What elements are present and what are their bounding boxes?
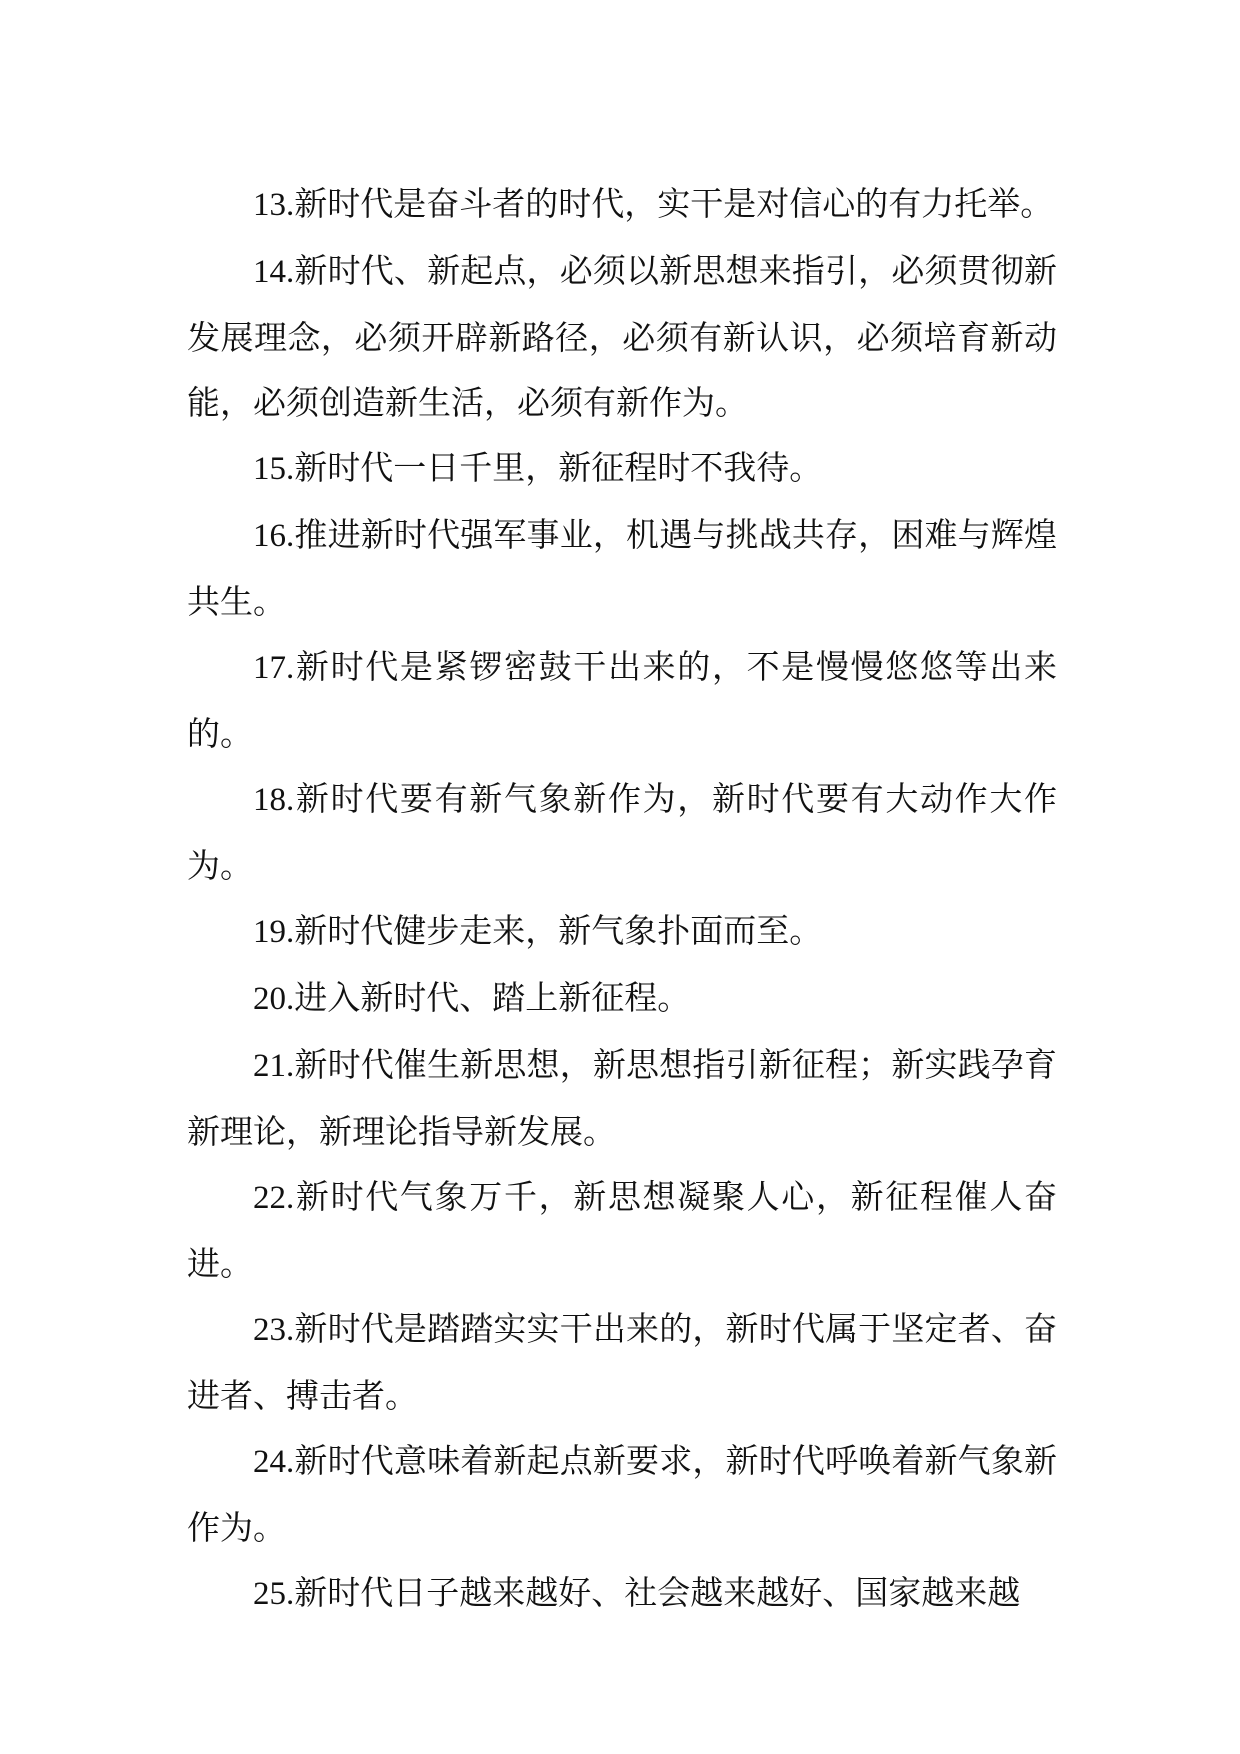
paragraph-text: 新时代催生新思想，新思想指引新征程；新实践孕育新理论，新理论指导新发展。: [187, 1045, 1057, 1151]
paragraph-text: 新时代日子越来越好、社会越来越好、国家越来越: [294, 1573, 1021, 1612]
paragraph-text: 进入新时代、踏上新征程。: [294, 978, 691, 1017]
paragraph-text: 新时代健步走来，新气象扑面而至。: [294, 911, 823, 950]
paragraph-number: 20.: [253, 981, 295, 1017]
paragraph-24: [187, 1428, 1057, 1560]
paragraph-18: [187, 766, 1057, 898]
paragraph-text: 新时代是踏踏实实干出来的，新时代属于坚定者、奋进者、搏击者。: [187, 1309, 1057, 1415]
paragraph-19: [187, 898, 1057, 965]
paragraph-number: 25.: [253, 1576, 295, 1612]
paragraph-text: 推进新时代强军事业，机遇与挑战共存，困难与辉煌共生。: [187, 515, 1057, 621]
paragraph-14: [187, 238, 1057, 435]
paragraph-number: 23.: [253, 1312, 295, 1348]
paragraph-17: [187, 634, 1057, 766]
paragraph-13: [187, 171, 1057, 238]
paragraph-number: 17.: [253, 650, 295, 686]
paragraph-number: 24.: [253, 1444, 295, 1480]
paragraph-number: 16.: [253, 518, 295, 554]
paragraph-number: 14.: [253, 254, 295, 290]
paragraph-text: 新时代一日千里，新征程时不我待。: [294, 448, 823, 487]
paragraph-number: 13.: [253, 187, 295, 223]
paragraph-text: 新时代、新起点，必须以新思想来指引，必须贯彻新发展理念，必须开辟新路径，必须有新认识，必须培育新动能，必须创造新生活，必须有新作为。: [187, 251, 1057, 422]
paragraph-25: [187, 1560, 1057, 1627]
paragraph-22: [187, 1164, 1057, 1296]
paragraph-23: [187, 1296, 1057, 1428]
paragraph-number: 18.: [253, 782, 295, 818]
paragraph-number: 15.: [253, 451, 295, 487]
paragraph-21: [187, 1032, 1057, 1164]
paragraph-text: 新时代要有新气象新作为，新时代要有大动作大作为。: [187, 779, 1057, 885]
paragraph-20: [187, 965, 1057, 1032]
paragraph-number: 21.: [253, 1048, 295, 1084]
paragraph-text: 新时代意味着新起点新要求，新时代呼唤着新气象新作为。: [187, 1441, 1057, 1547]
paragraph-text: 新时代气象万千，新思想凝聚人心，新征程催人奋进。: [187, 1177, 1057, 1283]
paragraph-15: [187, 435, 1057, 502]
paragraph-number: 22.: [253, 1180, 295, 1216]
paragraph-16: [187, 502, 1057, 634]
paragraph-number: 19.: [253, 914, 295, 950]
document-body: [187, 171, 1057, 1627]
paragraph-text: 新时代是奋斗者的时代，实干是对信心的有力托举。: [294, 184, 1054, 223]
paragraph-text: 新时代是紧锣密鼓干出来的，不是慢慢悠悠等出来的。: [187, 647, 1057, 753]
